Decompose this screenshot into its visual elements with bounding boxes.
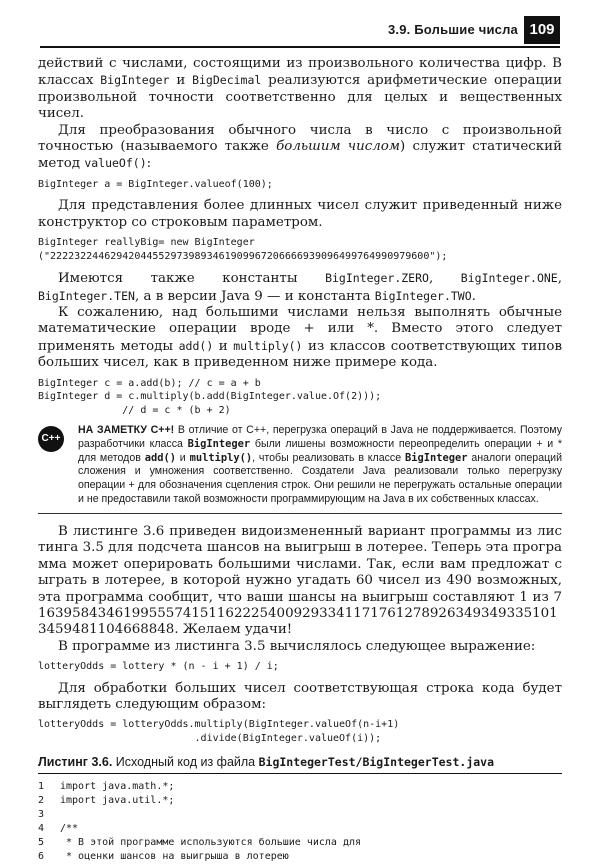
paragraph-1 [38, 56, 562, 123]
code-block-5: lotteryOdds = lotteryOdds.multiply(BigInteger.valueOf(n-i+1) .divide(BigInteger.valueOf(i)); [38, 719, 400, 744]
inline-code: BigInteger.ZERO [325, 271, 429, 286]
line-number: 2 [38, 795, 45, 807]
cpp-note [38, 424, 562, 514]
text: , чтобы реализовать в классе [252, 451, 405, 464]
code-line [38, 837, 361, 848]
inline-code: BigInteger.TWO [374, 288, 472, 303]
line-text: import java.util.*; [60, 795, 175, 807]
emphasis: большим числом [276, 139, 400, 155]
text: реализуются арифметические операции произвольной точности соответственно для целых и вещественных чисел. [38, 73, 562, 122]
listing-file: BigIntegerTest/BigIntegerTest.java [258, 755, 495, 770]
line-number: 4 [38, 823, 45, 835]
text: Для преобразования обычного числа в число с произвольной точностью (называемого также [38, 122, 562, 155]
code-line [38, 809, 60, 820]
inline-code: valueOf() [84, 156, 147, 171]
line-text: /** [60, 823, 79, 835]
code-line [38, 851, 289, 862]
inline-code: BigDecimal [192, 73, 262, 88]
line-text: import java.math.*; [60, 781, 175, 793]
inline-code: BigInteger.TEN [38, 288, 135, 303]
line-text: * оценки шансов на выигрыша в лотерею [60, 851, 289, 863]
text: и [213, 338, 234, 354]
line-number: 3 [38, 809, 45, 821]
text: из классов соответствующих типов больших чисел, как в приведенном ниже примере кода. [38, 338, 562, 371]
cpp-note-icon: C++ [38, 426, 64, 452]
inline-code: BigInteger [187, 437, 251, 450]
note-title: НА ЗАМЕТКУ С++! [78, 424, 175, 437]
paragraph-6: В листинге 3.6 приведен видоизмененный вариант программы из листинга 3.5 для подсчета шансов на выигрыш в лотерее. Теперь эта программа может оперировать большими числами. Так, если вам предложат сыграть в лотерее, в которой нужно угадать 60 чисел из 490 возможных, эта программа сообщит, что ваши шансы на выигрыш составляют 1 из 716395843461995557415116222540092933411717612789263493493351013459481104668848. Желаем удачи! [38, 523, 562, 638]
text: : [146, 156, 152, 172]
listing-label: Листинг 3.6. [38, 755, 113, 770]
header-rule [40, 46, 560, 48]
inline-code: multiply() [233, 338, 303, 353]
inline-code: BigInteger [100, 73, 170, 88]
code-block-1: BigInteger a = BigInteger.valueof(100); [38, 178, 273, 190]
line-number: 5 [38, 837, 45, 849]
text: К сожалению, над большими числами нельзя выполнять обычные математические операции вроде + или *. Вместо этого следует применять методы [38, 304, 562, 354]
text: аналоги операций сложения и умножения соответственно. Создатели Java реализовали только перегрузку операции + для обозначения сцепления строк. Они решили не перегружать остальные операции и не предоставили такой возможности программирующим на Java в их собственных классах. [78, 451, 562, 506]
text: , а в версии Java 9 — и константа [134, 288, 375, 304]
paragraph-2 [38, 123, 562, 173]
code-block-4: lotteryOdds = lottery * (n - i + 1) / i; [38, 661, 279, 673]
text: , [428, 271, 461, 287]
listing-title [38, 755, 562, 774]
text: , [557, 271, 562, 287]
paragraph-8: Для обработки больших чисел соответствующая строка кода будет выглядеть следующим образом: [38, 680, 562, 713]
text: ) служит статический метод [38, 139, 562, 172]
paragraph-5 [38, 305, 562, 372]
code-line [38, 795, 174, 806]
code-line [38, 823, 78, 834]
page-number: 109 [524, 16, 560, 44]
listing-code [38, 780, 562, 864]
inline-code: add() [144, 451, 176, 464]
code-line [38, 781, 174, 792]
inline-code: BigInteger.ONE [460, 271, 558, 286]
inline-code: add() [178, 338, 214, 353]
text: действий с числами, состоящими из произвольного количества цифр. В классах [38, 56, 562, 89]
text: . [471, 288, 476, 304]
line-text: * В этой программе используются большие числа для [60, 837, 362, 849]
section-title: 3.9. Большие числа [387, 22, 518, 37]
running-header [0, 0, 600, 50]
note-text [78, 424, 562, 507]
paragraph-3: Для представления более длинных чисел служит приведенный ниже конструктор со строковым параметром. [38, 198, 562, 230]
text: В отличие от С++, перегрузка операций в Java не поддерживается. Поэтому разработчики класса [78, 424, 562, 450]
page-body [38, 56, 562, 864]
inline-code: BigInteger [404, 451, 468, 464]
code-block-3: BigInteger c = a.add(b); // c = a + b BigInteger d = c.multiply(b.add(BigInteger.value.Of(2))); // d = c * (b + 2) [38, 377, 382, 416]
listing-caption: Исходный код из файла [112, 755, 259, 770]
text: и [175, 451, 190, 464]
text: были лишены возможности переопределить операции + и * для методов [78, 437, 562, 464]
paragraph-4 [38, 270, 562, 305]
line-number: 6 [38, 851, 45, 863]
text: Имеются также константы [58, 271, 326, 287]
text: и [169, 73, 193, 89]
inline-code: multiply() [189, 451, 253, 464]
line-number: 1 [38, 781, 45, 793]
paragraph-7: В программе из листинга 3.5 вычислялось следующее выражение: [58, 638, 536, 654]
code-block-2: BigInteger reallyBig= new BigInteger ("222232244629420445529739893461909967206666939096499764990979600"); [38, 237, 448, 262]
